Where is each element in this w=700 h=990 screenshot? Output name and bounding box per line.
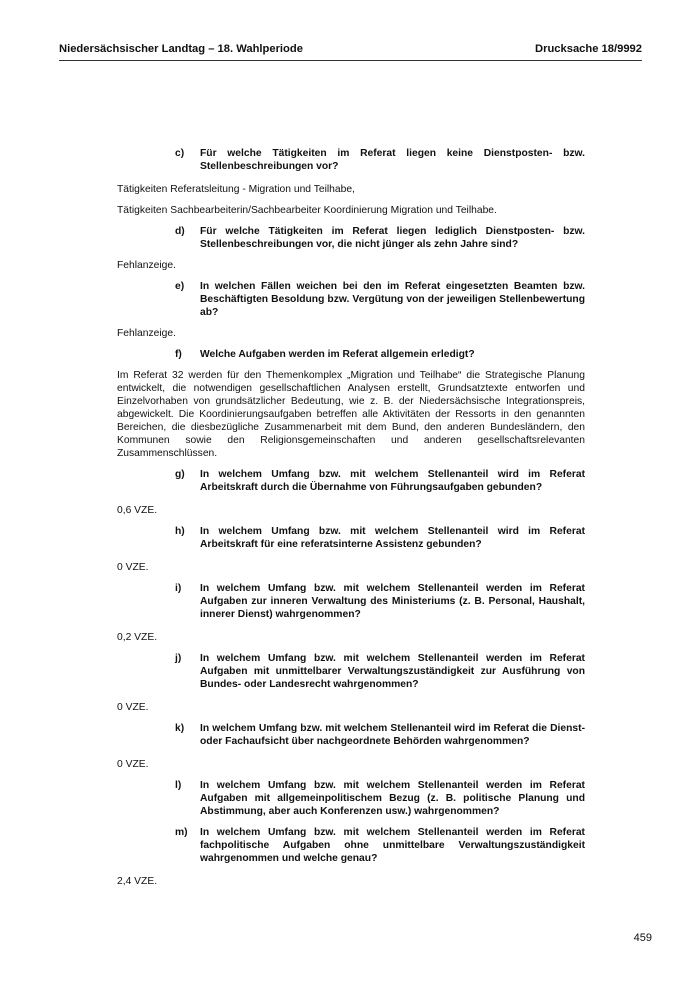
- question-g: [175, 468, 585, 494]
- question-letter: e): [175, 281, 185, 292]
- question-f: [175, 348, 585, 361]
- question-text: In welchem Umfang bzw. mit welchem Stellenanteil wird im Referat Arbeitskraft für eine referatsinterne Assistenz gebunden?: [200, 526, 585, 550]
- question-text: Für welche Tätigkeiten im Referat liegen keine Dienstposten- bzw. Stellenbeschreibungen vor?: [200, 148, 585, 172]
- question-text: In welchen Fällen weichen bei den im Referat eingesetzten Beamten bzw. Beschäftigten Besoldung bzw. Vergütung von der jeweiligen Stellenbewertung ab?: [200, 281, 585, 318]
- document-body: [117, 147, 585, 888]
- question-h: [175, 525, 585, 551]
- question-text: In welchem Umfang bzw. mit welchem Stellenanteil werden im Referat Aufgaben mit allgemeinpolitischem Bezug (z. B. politische Planung und Abstimmung, aber auch Konferenzen usw.) wahrgenommen?: [200, 780, 585, 817]
- page-header: [59, 40, 642, 61]
- question-letter: k): [175, 723, 185, 734]
- question-c: [175, 147, 585, 173]
- question-text: Welche Aufgaben werden im Referat allgemein erledigt?: [200, 349, 475, 360]
- question-letter: l): [175, 780, 182, 791]
- question-letter: m): [175, 827, 188, 838]
- question-l: [175, 779, 585, 818]
- question-text: In welchem Umfang bzw. mit welchem Stellenanteil wird im Referat die Dienst- oder Fachaufsicht über nachgeordnete Behörden wahrgenommen?: [200, 723, 585, 747]
- answer-i: 0,2 VZE.: [117, 632, 158, 643]
- answer-e: Fehlanzeige.: [117, 328, 176, 339]
- page-number: 459: [633, 932, 652, 944]
- question-letter: h): [175, 526, 185, 537]
- question-letter: c): [175, 148, 185, 159]
- question-d: [175, 225, 585, 251]
- answer-f: Im Referat 32 werden für den Themenkomplex „Migration und Teilhabe“ die Strategische Planung entwickelt, die notwendigen gesellschaftlichen Analysen erstellt, Grundsatztexte entworfen und Einzelvorhaben von grundsätzlicher Bedeutung, wie z. B. der Niedersächsische Integrationspreis, abgewickelt. Die Koordinierungsaufgaben betreffen alle Aktivitäten der Ressorts in den genannten Bereichen, die diesbezügliche Zusammenarbeit mit dem Bund, den anderen Bundesländern, den Kommunen sowie den Religionsgemeinschaften und anderen gesellschaftsrelevanten Zusammenschlüssen.: [117, 370, 585, 459]
- header-title: Niedersächsischer Landtag – 18. Wahlperiode: [59, 43, 303, 55]
- question-letter: g): [175, 469, 185, 480]
- answer-g: 0,6 VZE.: [117, 505, 158, 516]
- answer-m: 2,4 VZE.: [117, 876, 158, 887]
- question-i: [175, 582, 585, 621]
- question-text: Für welche Tätigkeiten im Referat liegen lediglich Dienstposten- bzw. Stellenbeschreibungen vor, die nicht jünger als zehn Jahre sind?: [200, 226, 585, 250]
- document-number: Drucksache 18/9992: [535, 43, 642, 55]
- answer-k: 0 VZE.: [117, 759, 149, 770]
- question-text: In welchem Umfang bzw. mit welchem Stellenanteil werden im Referat fachpolitische Aufgaben ohne unmittelbare Verwaltungszuständigkeit wahrgenommen und welche genau?: [200, 827, 585, 864]
- question-letter: d): [175, 226, 185, 237]
- answer-c-line1: Tätigkeiten Referatsleitung - Migration und Teilhabe,: [117, 184, 355, 195]
- answer-c-line2: Tätigkeiten Sachbearbeiterin/Sachbearbeiter Koordinierung Migration und Teilhabe.: [117, 205, 497, 216]
- question-k: [175, 722, 585, 748]
- question-text: In welchem Umfang bzw. mit welchem Stellenanteil werden im Referat Aufgaben zur inneren Verwaltung des Ministeriums (z. B. Personal, Haushalt, innerer Dienst) wahrgenommen?: [200, 583, 585, 620]
- question-letter: i): [175, 583, 182, 594]
- question-letter: f): [175, 349, 182, 360]
- question-e: [175, 280, 585, 319]
- question-m: [175, 826, 585, 865]
- question-letter: j): [175, 653, 182, 664]
- answer-j: 0 VZE.: [117, 702, 149, 713]
- question-text: In welchem Umfang bzw. mit welchem Stellenanteil wird im Referat Arbeitskraft durch die Übernahme von Führungsaufgaben gebunden?: [200, 469, 585, 493]
- question-text: In welchem Umfang bzw. mit welchem Stellenanteil werden im Referat Aufgaben mit unmittelbarer Verwaltungszuständigkeit zur Ausführung von Bundes- oder Landesrecht wahrgenommen?: [200, 653, 585, 690]
- question-j: [175, 652, 585, 691]
- answer-h: 0 VZE.: [117, 562, 149, 573]
- answer-d: Fehlanzeige.: [117, 260, 176, 271]
